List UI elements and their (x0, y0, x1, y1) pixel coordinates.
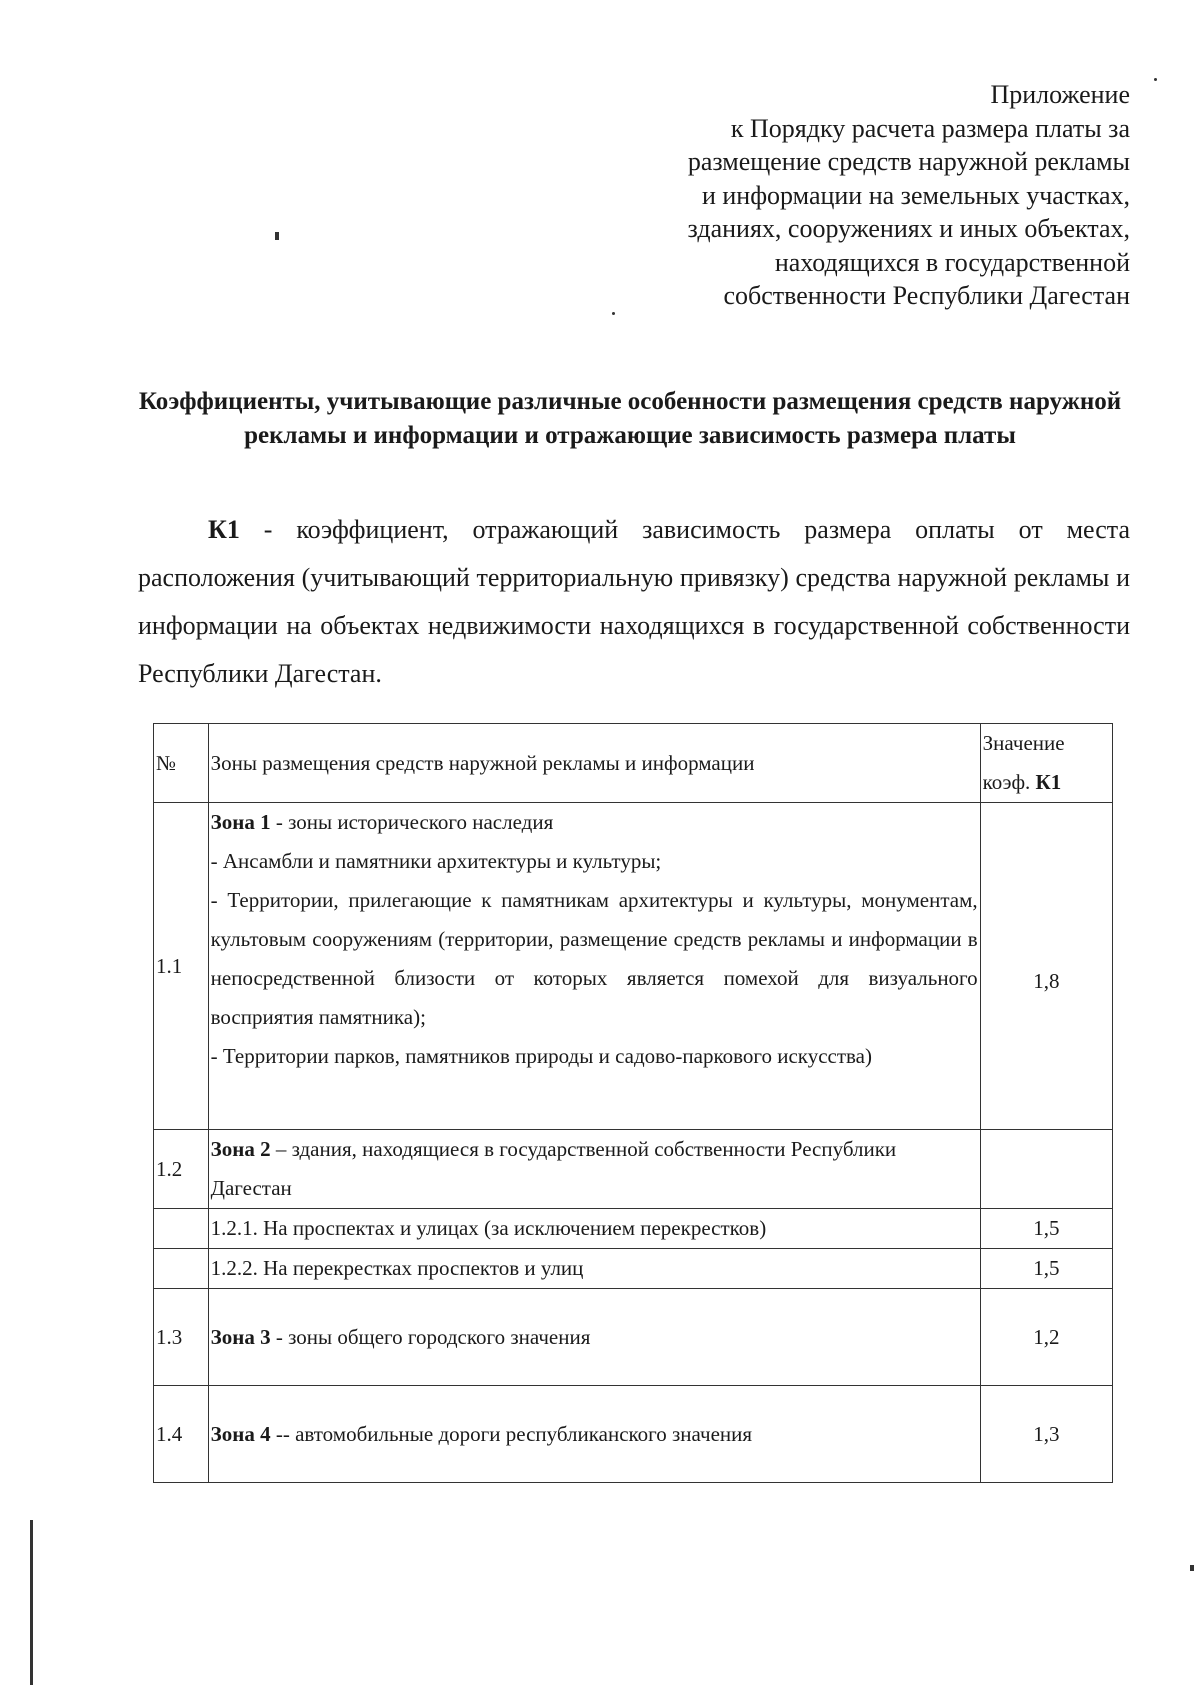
row-value: 1,5 (980, 1249, 1112, 1289)
header-zone: Зоны размещения средств наружной рекламы и информации (208, 724, 980, 803)
intro-term: К1 (208, 515, 240, 544)
scan-artifact (30, 1520, 33, 1685)
header-value-prefix: коэф. (982, 770, 1036, 794)
header-value-line1: Значение (982, 731, 1065, 755)
annex-line: зданиях, сооружениях и иных объектах, (687, 214, 1130, 243)
annex-line: Приложение (990, 80, 1130, 109)
coefficient-table (153, 723, 1113, 1483)
zone-desc: – здания, находящиеся в государственной собственности Республики Дагестан (210, 1137, 897, 1200)
row-zone (208, 1386, 980, 1483)
row-zone: 1.2.1. На проспектах и улицах (за исключением перекрестков) (208, 1209, 980, 1249)
row-zone: 1.2.2. На перекрестках проспектов и улиц (208, 1249, 980, 1289)
annex-line: к Порядку расчета размера платы за (730, 113, 1130, 143)
scan-artifact (612, 312, 615, 315)
annex-line: и информации на земельных участках, (701, 180, 1130, 210)
table-row (154, 1249, 1113, 1289)
table-header-row (154, 724, 1113, 803)
row-value: 1,3 (980, 1386, 1112, 1483)
header-value-k1: К1 (1035, 770, 1062, 794)
row-num: 1.1 (154, 803, 209, 1130)
zone-title: Зона 1 (210, 810, 271, 834)
row-value: 1,8 (980, 803, 1112, 1130)
zone-desc: - зоны общего городского значения (270, 1324, 591, 1349)
table-row (154, 1130, 1113, 1209)
intro-paragraph (138, 506, 1130, 698)
annex-line: собственности Республики Дагестан (723, 281, 1130, 310)
row-value: 1,2 (980, 1289, 1112, 1386)
zone-heading (211, 803, 978, 842)
row-value: 1,5 (980, 1209, 1112, 1249)
zone-desc: - зоны исторического наследия (270, 810, 554, 834)
row-zone (208, 1289, 980, 1386)
row-num: 1.3 (154, 1289, 209, 1386)
zone-item: - Ансамбли и памятники архитектуры и культуры; (210, 849, 662, 873)
row-zone (208, 1130, 980, 1209)
zone-desc: -- автомобильные дороги республиканского значения (270, 1421, 753, 1446)
row-num: 1.4 (154, 1386, 209, 1483)
header-value (980, 724, 1112, 803)
header-num: № (154, 724, 209, 803)
table-row (154, 1289, 1113, 1386)
row-num (154, 1249, 209, 1289)
zone-item: - Территории парков, памятников природы и садово-паркового искусства) (210, 1044, 872, 1068)
row-num: 1.2 (154, 1130, 209, 1209)
annex-line: размещение средств наружной рекламы (687, 147, 1130, 176)
scan-artifact (1154, 78, 1157, 81)
row-value (980, 1130, 1112, 1209)
table-row (154, 803, 1113, 1130)
zone-item: - Территории, прилегающие к памятникам архитектуры и культуры, монументам, культовым сооружениям (территории, размещение средств рекламы и информации в непосредственной близости от которых является помехой для визуального восприятия памятника); (210, 888, 978, 1029)
table-row (154, 1386, 1113, 1483)
annex-line: находящихся в государственной (774, 247, 1130, 277)
zone-title: Зона 2 (210, 1137, 271, 1161)
document-title: Коэффициенты, учитывающие различные особенности размещения средств наружной рекламы и информации и отражающие зависимость размера платы (138, 388, 1122, 449)
table-row (154, 1209, 1113, 1249)
annex-header (688, 78, 1130, 313)
zone-title: Зона 3 (210, 1324, 271, 1349)
scan-artifact (1190, 1565, 1194, 1571)
intro-text: - коэффициент, отражающий зависимость размера оплаты от места расположения (учитывающий территориальную привязку) средства наружной рекламы и информации на объектах недвижимости находящихся в государственной собственности Республики Дагестан. (138, 515, 1130, 688)
row-num (154, 1209, 209, 1249)
row-zone (208, 803, 980, 1130)
scan-artifact (275, 232, 279, 240)
zone-title: Зона 4 (210, 1421, 271, 1446)
